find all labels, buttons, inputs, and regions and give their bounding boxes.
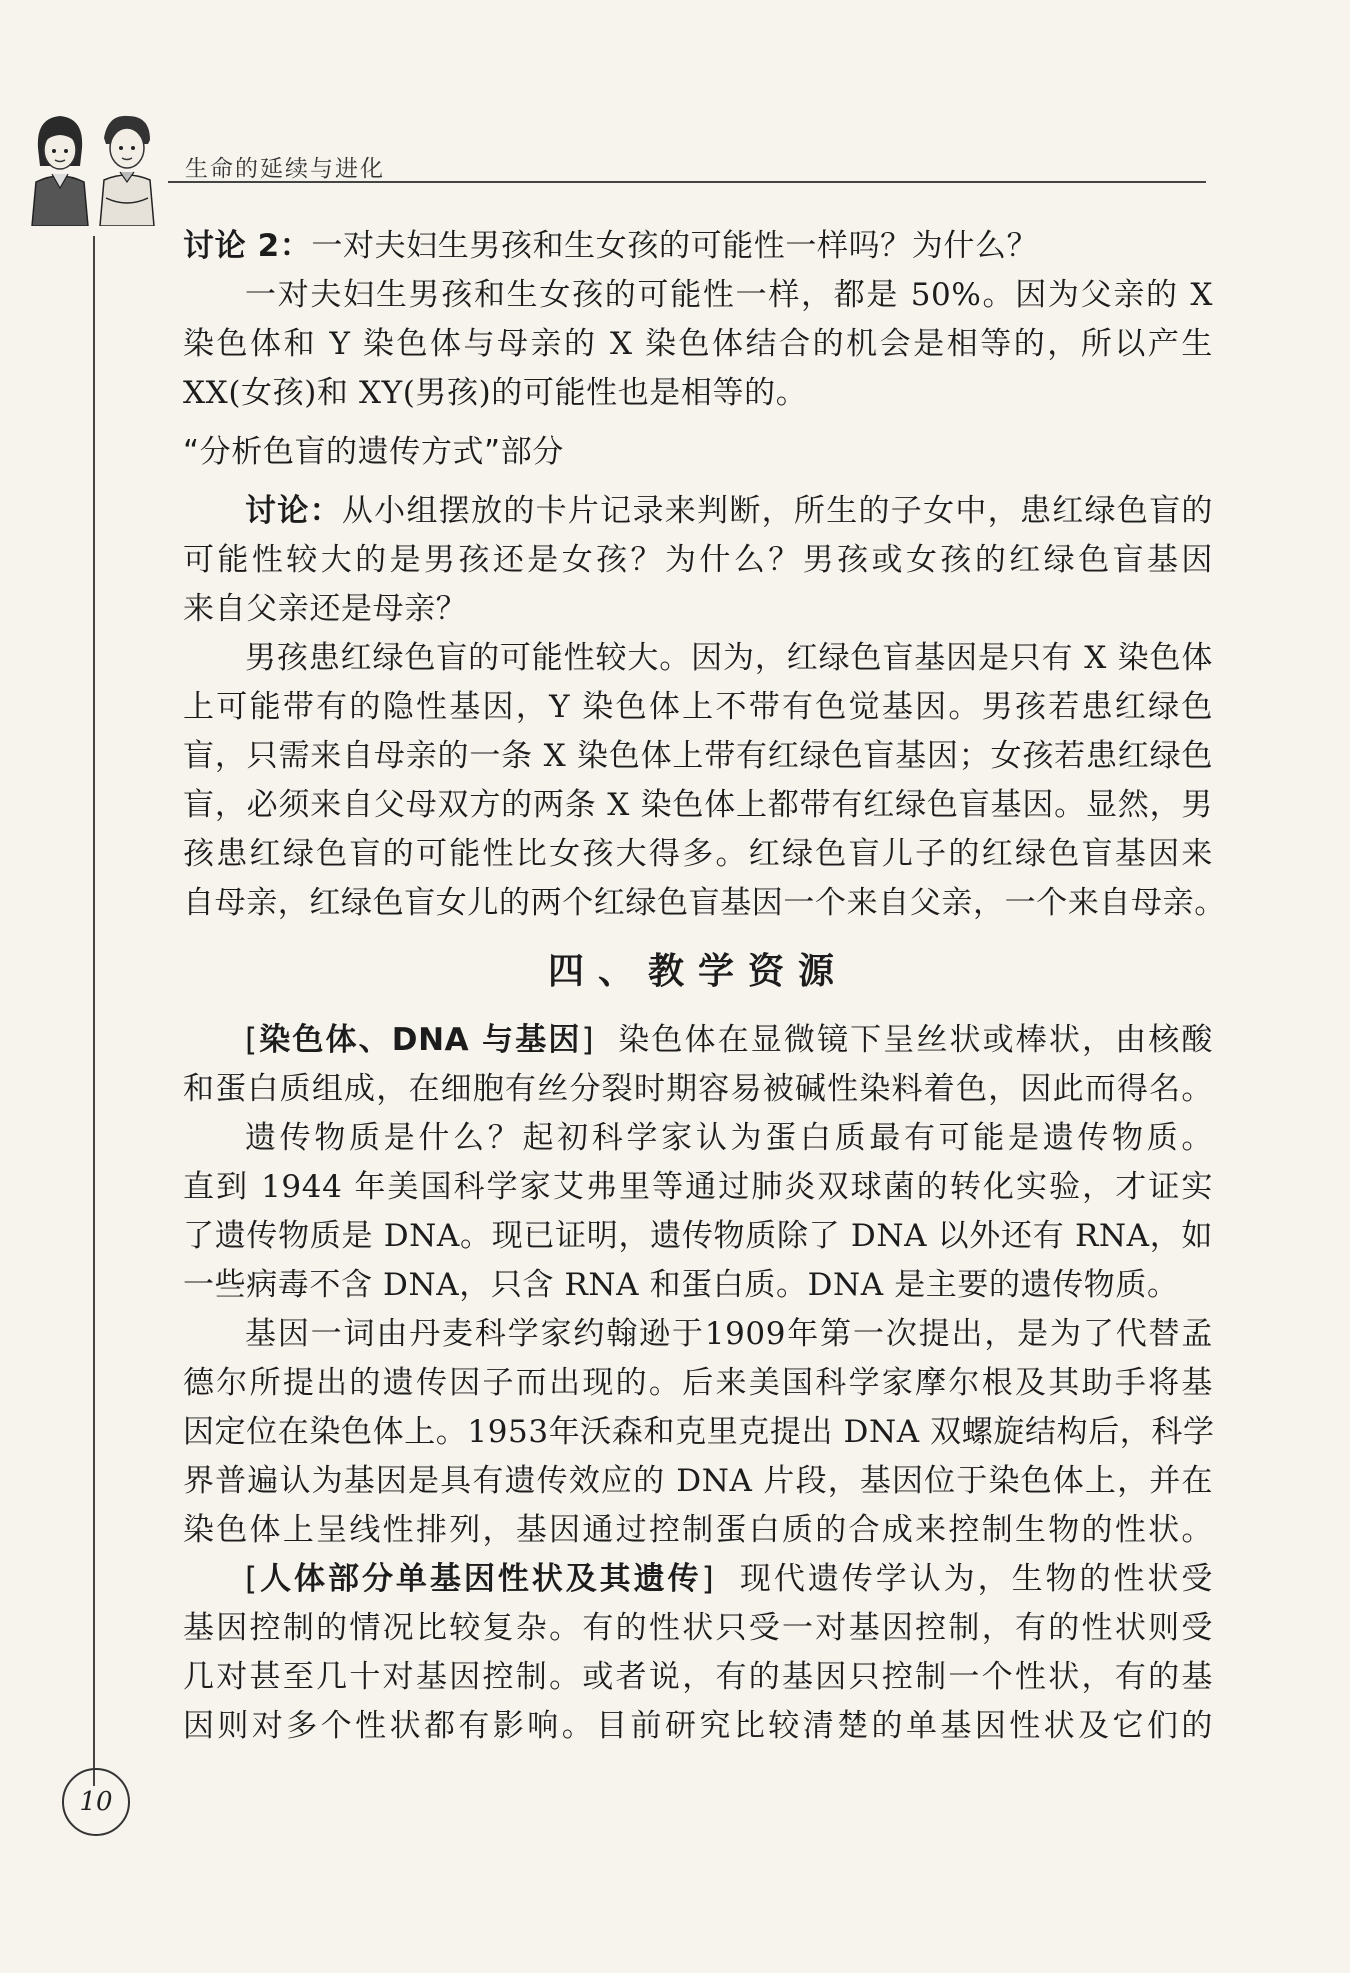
colorblind-discussion-label: 讨论： bbox=[245, 493, 342, 529]
discussion2-label: 讨论 2： bbox=[183, 228, 312, 264]
discussion2-answer-line: 染色体和 Y 染色体与母亲的 X 染色体结合的机会是相等的，所以产生 bbox=[183, 326, 1213, 362]
discussion2-answer-line: 一对夫妇生男孩和生女孩的可能性一样，都是 50%。因为父亲的 X bbox=[245, 277, 1213, 313]
running-header-title: 生命的延续与进化 bbox=[185, 156, 385, 182]
colorblind-answer-line: 自母亲，红绿色盲女儿的两个红绿色盲基因一个来自父亲，一个来自母亲。 bbox=[183, 885, 1226, 921]
discussion2-question: 一对夫妇生男孩和生女孩的可能性一样吗？为什么？ bbox=[311, 228, 1039, 264]
colorblind-question-line: 可能性较大的是男孩还是女孩？为什么？男孩或女孩的红绿色盲基因 bbox=[183, 542, 1213, 578]
topic1-title: 染色体、DNA 与基因 bbox=[257, 1022, 582, 1058]
para2-line: 直到 1944 年美国科学家艾弗里等通过肺炎双球菌的转化实验，才证实 bbox=[183, 1169, 1213, 1205]
colorblind-question-line: 来自父亲还是母亲？ bbox=[183, 591, 468, 627]
topic2-line: 基因控制的情况比较复杂。有的性状只受一对基因控制，有的性状则受 bbox=[183, 1610, 1213, 1646]
para3-line: 染色体上呈线性排列，基因通过控制蛋白质的合成来控制生物的性状。 bbox=[183, 1512, 1213, 1548]
topic2-first-line: [人体部分单基因性状及其遗传] 现代遗传学认为，生物的性状受 bbox=[245, 1561, 1213, 1597]
cartoon-students-illustration bbox=[26, 108, 162, 226]
header-rule bbox=[168, 181, 1206, 183]
topic1-line: 和蛋白质组成，在细胞有丝分裂时期容易被碱性染料着色，因此而得名。 bbox=[183, 1071, 1213, 1107]
para2-line: 了遗传物质是 DNA。现已证明，遗传物质除了 DNA 以外还有 RNA，如 bbox=[183, 1218, 1213, 1254]
section-title-teaching-resources: 四、教学资源 bbox=[547, 951, 848, 992]
topic1-first-line-text: 染色体在显微镜下呈丝状或棒状，由核酸 bbox=[618, 1022, 1213, 1058]
para2-line: 遗传物质是什么？起初科学家认为蛋白质最有可能是遗传物质。 bbox=[245, 1120, 1213, 1156]
colorblind-answer-line: 盲，只需来自母亲的一条 X 染色体上带有红绿色盲基因；女孩若患红绿色 bbox=[183, 738, 1213, 774]
topic2-line: 因则对多个性状都有影响。目前研究比较清楚的单基因性状及它们的 bbox=[183, 1708, 1213, 1744]
para3-line: 基因一词由丹麦科学家约翰逊于1909年第一次提出，是为了代替孟 bbox=[245, 1316, 1213, 1352]
page-number: 10 bbox=[62, 1768, 130, 1836]
para3-line: 界普遍认为基因是具有遗传效应的 DNA 片段，基因位于染色体上，并在 bbox=[183, 1463, 1213, 1499]
colorblind-question-line bbox=[183, 487, 1213, 536]
para3-line: 因定位在染色体上。1953年沃森和克里克提出 DNA 双螺旋结构后，科学 bbox=[183, 1414, 1215, 1450]
colorblind-section-heading: “分析色盲的遗传方式”部分 bbox=[183, 434, 564, 470]
student-boy-figure bbox=[100, 116, 154, 226]
topic2-title: 人体部分单基因性状及其遗传 bbox=[257, 1561, 702, 1597]
page-body bbox=[183, 222, 1226, 1751]
para2-line: 一些病毒不含 DNA，只含 RNA 和蛋白质。DNA 是主要的遗传物质。 bbox=[183, 1267, 1179, 1303]
margin-rule bbox=[93, 236, 95, 1786]
discussion2-answer-line: XX(女孩)和 XY(男孩)的可能性也是相等的。 bbox=[183, 375, 808, 411]
colorblind-answer-line: 男孩患红绿色盲的可能性较大。因为，红绿色盲基因是只有 X 染色体 bbox=[245, 640, 1213, 676]
colorblind-answer-line: 上可能带有的隐性基因，Y 染色体上不带有色觉基因。男孩若患红绿色 bbox=[183, 689, 1213, 725]
student-girl-figure bbox=[32, 116, 88, 226]
topic2-first-line-text: 现代遗传学认为，生物的性状受 bbox=[739, 1561, 1213, 1597]
topic2-line: 几对甚至几十对基因控制。或者说，有的基因只控制一个性状，有的基 bbox=[183, 1659, 1213, 1695]
discussion2-question-line bbox=[183, 222, 1213, 271]
topic1-first-line: [染色体、DNA 与基因] 染色体在显微镜下呈丝状或棒状，由核酸 bbox=[245, 1022, 1213, 1058]
colorblind-question-text: 从小组摆放的卡片记录来判断，所生的子女中，患红绿色盲的 bbox=[341, 493, 1213, 529]
colorblind-answer-line: 孩患红绿色盲的可能性比女孩大得多。红绿色盲儿子的红绿色盲基因来 bbox=[183, 836, 1213, 872]
para3-line: 德尔所提出的遗传因子而出现的。后来美国科学家摩尔根及其助手将基 bbox=[183, 1365, 1213, 1401]
colorblind-answer-line: 盲，必须来自父母双方的两条 X 染色体上都带有红绿色盲基因。显然，男 bbox=[183, 787, 1213, 823]
